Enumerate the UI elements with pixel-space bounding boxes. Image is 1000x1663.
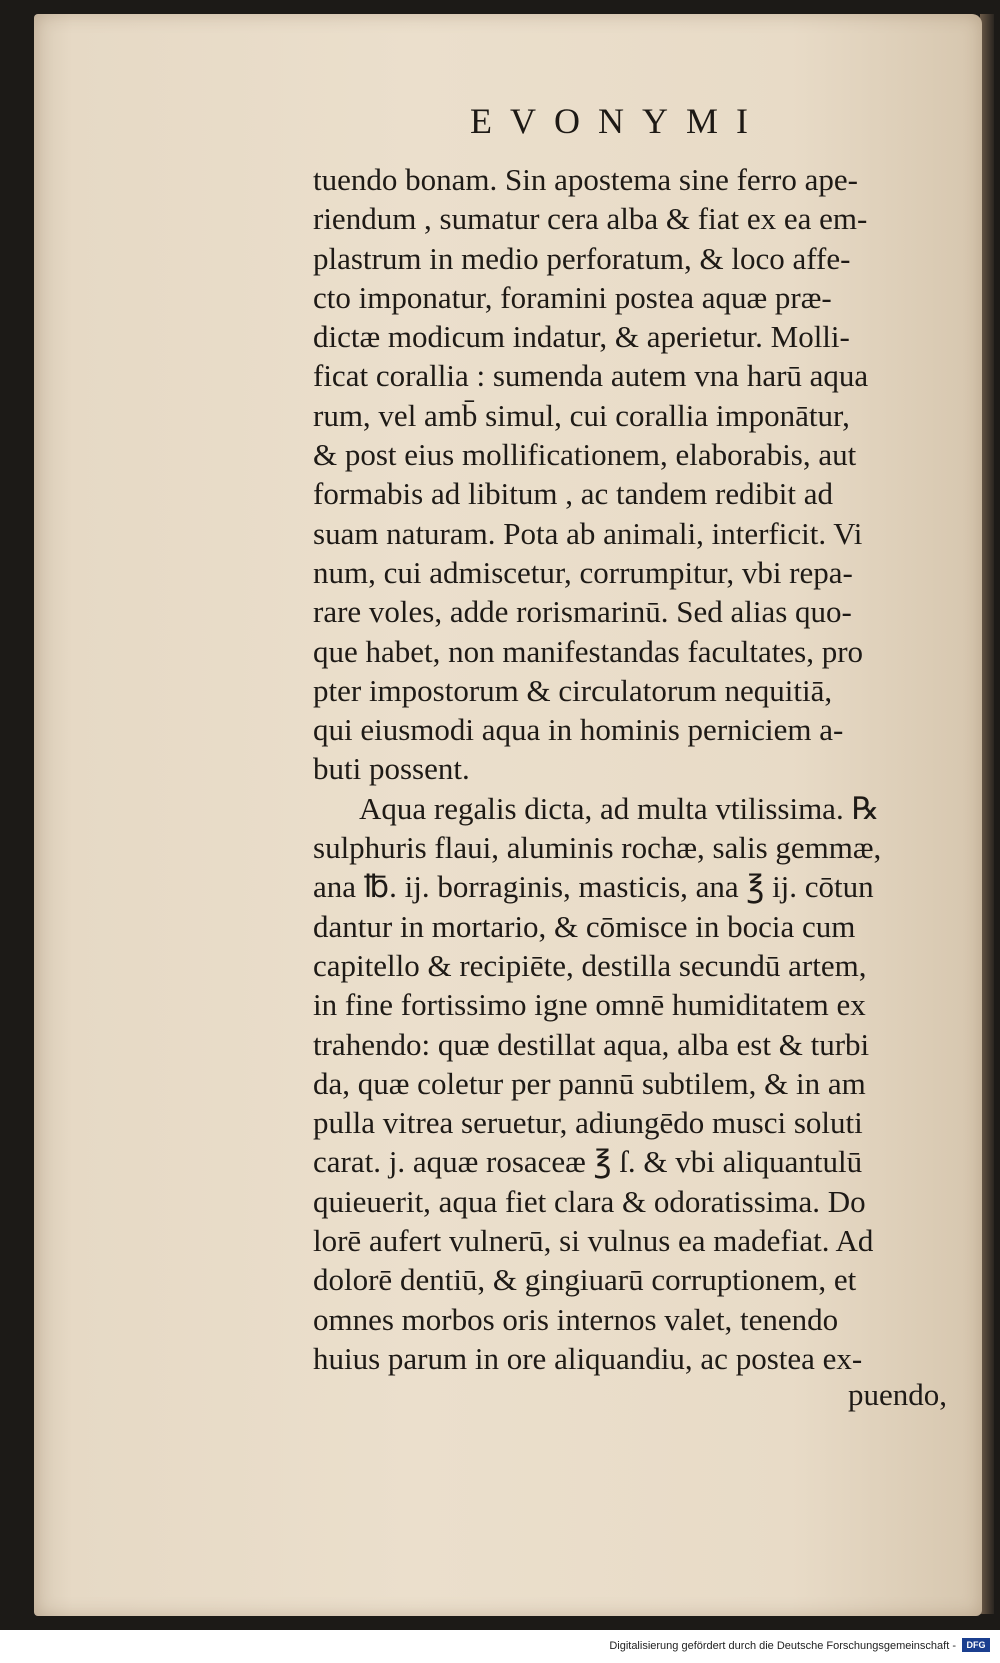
text-line: formabis ad libitum , ac tandem redibit ad — [313, 476, 833, 512]
text-line: capitello & recipiēte, destilla secundū artem, — [313, 947, 867, 983]
text-line: cto imponatur, foramini postea aquæ præ- — [313, 279, 832, 315]
text-line: pter impostorum & circulatorum nequitiā, — [313, 672, 833, 708]
text-line: rum, vel amb̄ simul, cui corallia imponātur, — [313, 397, 850, 433]
paragraph-first-line: Aqua regalis dicta, ad multa vtilissima. ℞ — [359, 790, 880, 826]
text-line: trahendo: quæ destillat aqua, alba est & turbi — [313, 1026, 870, 1062]
text-line: plastrum in medio perforatum, & loco affe- — [313, 240, 851, 276]
text-line: sulphuris flaui, aluminis rochæ, salis gemmæ, — [313, 830, 882, 866]
text-line: dolorē dentiū, & gingiuarū corruptionem, et — [313, 1262, 857, 1298]
text-line: dictæ modicum indatur, & aperietur. Molli- — [313, 319, 850, 355]
text-line: ficat corallia : sumenda autem vna harū aqua — [313, 358, 869, 394]
text-line: tuendo bonam. Sin apostema sine ferro ape- — [313, 162, 858, 197]
text-line: ana ℔. ij. borraginis, masticis, ana ℥ ij. cōtun — [313, 869, 874, 905]
catchword: puendo, — [848, 1377, 948, 1412]
running-title: EVONYMI — [470, 101, 766, 141]
dfg-logo: DFG — [962, 1638, 990, 1652]
text-line: huius parum in ore aliquandiu, ac postea ex- — [313, 1340, 863, 1376]
text-line: carat. j. aquæ rosaceæ ℥ ſ. & vbi aliquantulū — [313, 1144, 863, 1180]
text-line: pulla vitrea seruetur, adiungēdo musci soluti — [313, 1105, 863, 1141]
text-line: lorē aufert vulnerū, si vulnus ea madefiat. Ad — [313, 1223, 874, 1259]
text-line: suam naturam. Pota ab animali, interficit. Vi — [313, 515, 863, 551]
text-line: da, quæ coletur per pannū subtilem, & in am — [313, 1065, 866, 1101]
digitization-credit: Digitalisierung gefördert durch die Deutsche Forschungsgemeinschaft - — [609, 1640, 956, 1652]
text-line: in fine fortissimo igne omnē humiditatem ex — [313, 987, 866, 1023]
text-line: que habet, non manifestandas facultates, pro — [313, 633, 864, 669]
text-line: riendum , sumatur cera alba & fiat ex ea em- — [313, 201, 868, 237]
text-line: rare voles, adde rorismarinū. Sed alias quo- — [313, 594, 852, 630]
text-line: num, cui admiscetur, corrumpitur, vbi repa- — [313, 554, 853, 590]
page-body — [313, 160, 968, 1378]
book-edge — [980, 14, 994, 1614]
text-line: dantur in mortario, & cōmisce in bocia cum — [313, 908, 856, 944]
text-line: qui eiusmodi aqua in hominis perniciem a- — [313, 712, 844, 748]
text-line: & post eius mollificationem, elaborabis, aut — [313, 437, 857, 473]
text-line: omnes morbos oris internos valet, tenendo — [313, 1301, 839, 1337]
text-line: buti possent. — [313, 751, 470, 787]
text-line: quieuerit, aqua fiet clara & odoratissima. Do — [313, 1183, 866, 1219]
